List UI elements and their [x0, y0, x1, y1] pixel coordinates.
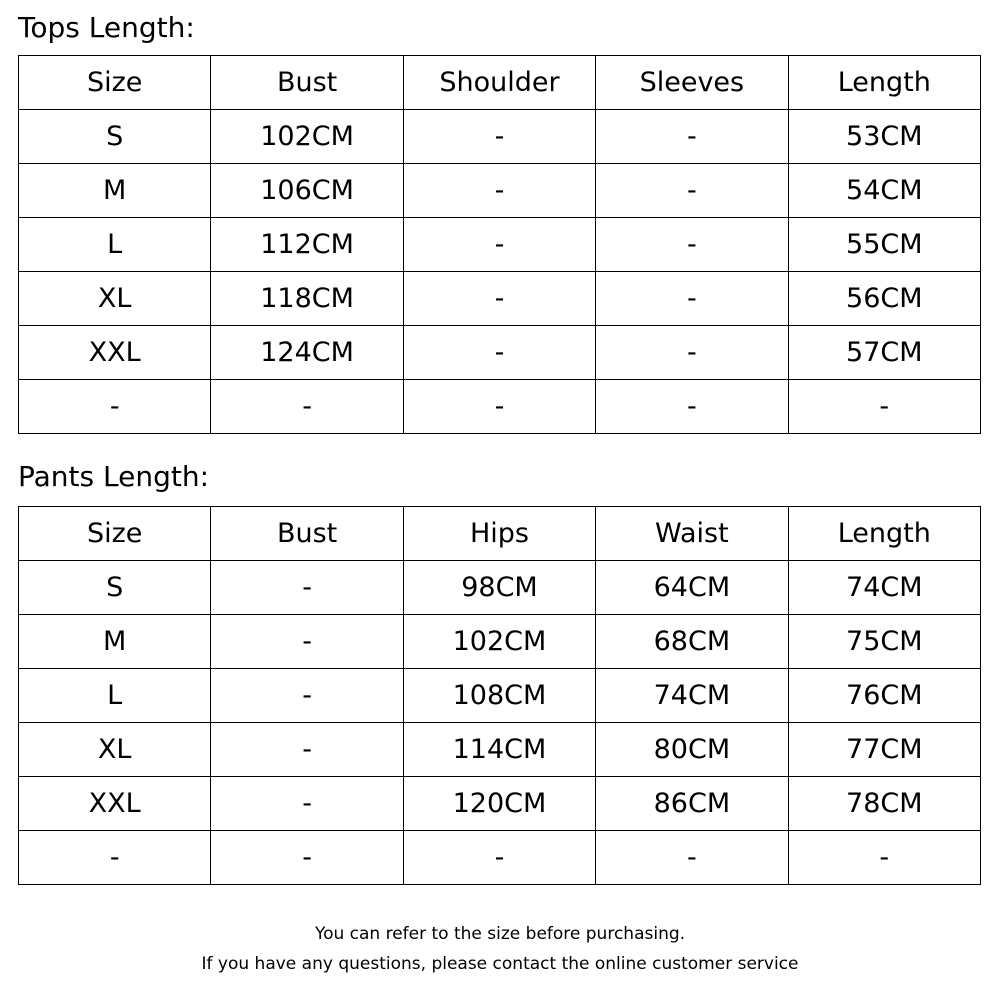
tops-section-title: Tops Length:: [18, 11, 195, 44]
measurement-cell: -: [211, 777, 403, 831]
measurement-cell: 98CM: [403, 561, 595, 615]
measurement-cell: -: [788, 380, 980, 434]
column-header: Length: [788, 507, 980, 561]
measurement-cell: -: [403, 831, 595, 885]
table-row: [19, 326, 981, 380]
measurement-cell: 53CM: [788, 110, 980, 164]
measurement-cell: -: [596, 326, 788, 380]
size-cell: XXL: [19, 777, 211, 831]
measurement-cell: -: [596, 164, 788, 218]
size-cell: -: [19, 380, 211, 434]
table-header-row: [19, 56, 981, 110]
column-header: Sleeves: [596, 56, 788, 110]
table-row: [19, 777, 981, 831]
measurement-cell: -: [211, 380, 403, 434]
column-header: Waist: [596, 507, 788, 561]
measurement-cell: 76CM: [788, 669, 980, 723]
measurement-cell: -: [211, 831, 403, 885]
column-header: Size: [19, 507, 211, 561]
measurement-cell: -: [596, 218, 788, 272]
column-header: Length: [788, 56, 980, 110]
tops-size-table: [18, 55, 981, 434]
table-row: [19, 723, 981, 777]
measurement-cell: 102CM: [211, 110, 403, 164]
footer-note-contact: If you have any questions, please contact the online customer service: [201, 954, 799, 974]
measurement-cell: 75CM: [788, 615, 980, 669]
measurement-cell: 108CM: [403, 669, 595, 723]
measurement-cell: -: [596, 831, 788, 885]
measurement-cell: -: [211, 723, 403, 777]
table-row: [19, 831, 981, 885]
table-row: [19, 380, 981, 434]
measurement-cell: -: [596, 110, 788, 164]
measurement-cell: 78CM: [788, 777, 980, 831]
size-cell: -: [19, 831, 211, 885]
measurement-cell: 68CM: [596, 615, 788, 669]
column-header: Shoulder: [403, 56, 595, 110]
measurement-cell: -: [211, 615, 403, 669]
table-header-row: [19, 507, 981, 561]
measurement-cell: -: [211, 669, 403, 723]
measurement-cell: -: [211, 561, 403, 615]
measurement-cell: -: [596, 272, 788, 326]
measurement-cell: 77CM: [788, 723, 980, 777]
measurement-cell: -: [403, 218, 595, 272]
measurement-cell: -: [403, 326, 595, 380]
measurement-cell: 80CM: [596, 723, 788, 777]
measurement-cell: 114CM: [403, 723, 595, 777]
column-header: Bust: [211, 56, 403, 110]
column-header: Hips: [403, 507, 595, 561]
pants-section-title: Pants Length:: [18, 460, 210, 493]
size-cell: M: [19, 164, 211, 218]
measurement-cell: -: [403, 164, 595, 218]
measurement-cell: 102CM: [403, 615, 595, 669]
table-row: [19, 561, 981, 615]
measurement-cell: -: [403, 380, 595, 434]
column-header: Bust: [211, 507, 403, 561]
size-cell: L: [19, 218, 211, 272]
size-cell: M: [19, 615, 211, 669]
measurement-cell: 56CM: [788, 272, 980, 326]
measurement-cell: -: [788, 831, 980, 885]
size-cell: XXL: [19, 326, 211, 380]
table-row: [19, 110, 981, 164]
measurement-cell: 124CM: [211, 326, 403, 380]
measurement-cell: 57CM: [788, 326, 980, 380]
size-cell: S: [19, 561, 211, 615]
column-header: Size: [19, 56, 211, 110]
table-row: [19, 669, 981, 723]
table-row: [19, 615, 981, 669]
measurement-cell: 55CM: [788, 218, 980, 272]
size-cell: L: [19, 669, 211, 723]
table-row: [19, 218, 981, 272]
measurement-cell: -: [403, 272, 595, 326]
footer-note-refer: You can refer to the size before purchasing.: [314, 924, 686, 944]
measurement-cell: -: [403, 110, 595, 164]
measurement-cell: 118CM: [211, 272, 403, 326]
measurement-cell: 64CM: [596, 561, 788, 615]
size-cell: XL: [19, 272, 211, 326]
measurement-cell: 112CM: [211, 218, 403, 272]
measurement-cell: 54CM: [788, 164, 980, 218]
measurement-cell: 74CM: [788, 561, 980, 615]
measurement-cell: 120CM: [403, 777, 595, 831]
measurement-cell: 86CM: [596, 777, 788, 831]
table-row: [19, 164, 981, 218]
size-cell: S: [19, 110, 211, 164]
measurement-cell: 106CM: [211, 164, 403, 218]
measurement-cell: 74CM: [596, 669, 788, 723]
table-row: [19, 272, 981, 326]
size-cell: XL: [19, 723, 211, 777]
measurement-cell: -: [596, 380, 788, 434]
pants-size-table: [18, 506, 981, 885]
